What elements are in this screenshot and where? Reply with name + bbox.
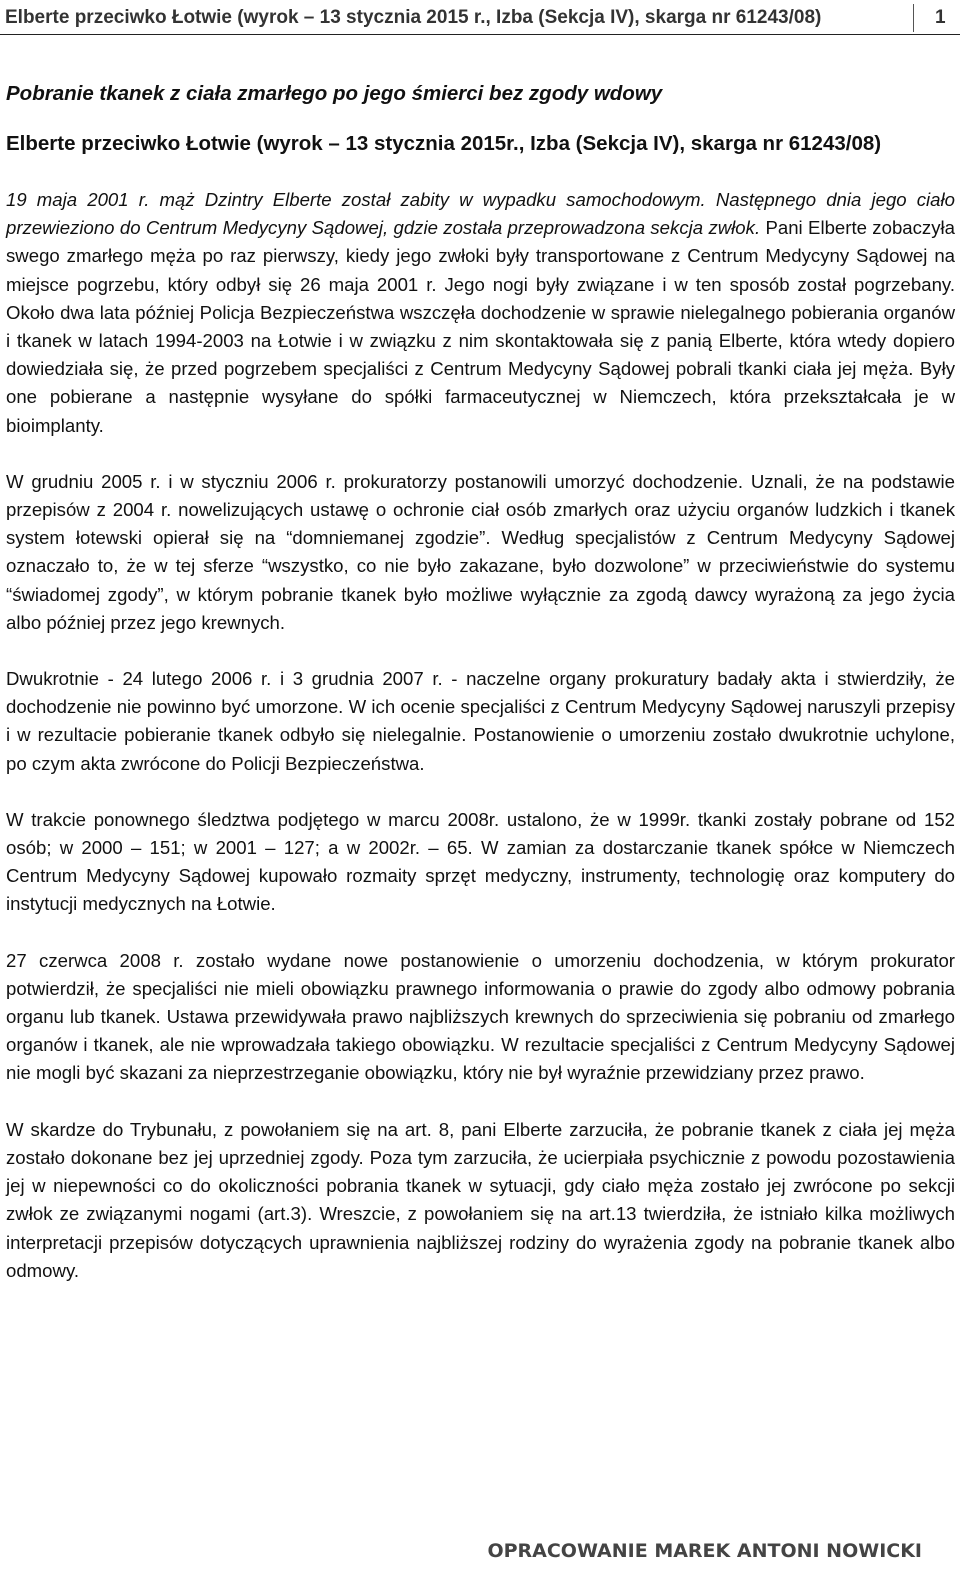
page-number: 1 — [935, 7, 946, 28]
paragraph-investigation: W trakcie ponownego śledztwa podjętego w marcu 2008r. ustalono, że w 1999r. tkanki zostały pobrane od 152 osób; w 2000 – 151; w 2001 – 127; a w 2002r. – 65. W zamian za dostarczanie tkanek spółce w Niemczech Centrum Medycyny Sądowej kupowało rozmaity sprzęt medyczny, instrumenty, technologię oraz komputery do instytucji medycznych na Łotwie. — [6, 808, 955, 915]
running-header — [0, 0, 960, 35]
document-title: Pobranie tkanek z ciała zmarłego po jego śmierci bez zgody wdowy — [6, 82, 663, 105]
paragraph-prosecution: W grudniu 2005 r. i w styczniu 2006 r. prokuratorzy postanowili umorzyć dochodzenie. Uznali, że na podstawie przepisów z 2004 r. nowelizujących ustawę o ochronie ciał osób zmarłych oraz użyciu organów ludzkich i tkanek system łotewski opierał się na “domniemanej zgodzie”. Według specjalistów z Centrum Medycyny Sądowej oznaczało to, że w tej sferze “wszystko, co nie było zakazane, było dozwolone” w przeciwieństwie do systemu “świadomej zgody”, w którym pobranie tkanek było możliwe wyłącznie za zgodą dawcy wyrażoną za jego życia albo później przez jego krewnych. — [6, 470, 955, 633]
case-heading: Elberte przeciwko Łotwie (wyrok – 13 stycznia 2015r., Izba (Sekcja IV), skarga nr 61243/08) — [6, 132, 882, 155]
header-title: Elberte przeciwko Łotwie (wyrok – 13 stycznia 2015 r., Izba (Sekcja IV), skarga nr 61243/08) — [5, 7, 822, 28]
footer-credit: OPRACOWANIE MAREK ANTONI NOWICKI — [487, 1540, 922, 1562]
paragraph-review: Dwukrotnie - 24 lutego 2006 r. i 3 grudnia 2007 r. - naczelne organy prokuratury badały akta i stwierdziły, że dochodzenie nie powinno być umorzone. W ich ocenie specjaliści z Centrum Medycyny Sądowej naruszyli przepisy i w rezultacie pobieranie tkanek odbyło się nielegalnie. Postanowienie o umorzeniu zostało dwukrotnie uchylone, po czym akta zwrócone do Policji Bezpieczeństwa. — [6, 668, 955, 774]
paragraph-facts — [6, 186, 955, 440]
paragraph-complaint: W skardze do Trybunału, z powołaniem się na art. 8, pani Elberte zarzuciła, że pobranie tkanek z ciała jej męża zostało dokonane bez jej uprzedniej zgody. Poza tym zarzuciła, że ucierpiała psychicznie z powodu pozostawienia jej w niepewności co do okoliczności pobrania tkanek w sytuacji, gdy ciało męża zostało jej zwrócone po sekcji zwłok ze związanymi nogami (art.3). Wreszcie, z powołaniem się na art.13 twierdziła, że istniało kilka możliwych interpretacji przepisów dotyczących uprawnienia najbliższej rodziny do wyrażenia zgody na pobranie tkanek albo odmowy. — [6, 1118, 955, 1281]
paragraph-facts-rest: Pani Elberte zobaczyła swego zmarłego męża po raz pierwszy, kiedy jego zwłoki były transportowane z Centrum Medycyny Sądowej na miejsce pogrzebu, który odbył się 26 maja 2001 r. Jego nogi były związane i w ten sposób został pogrzebany. Około dwa lata później Policja Bezpieczeństwa wszczęła dochodzenie w sprawie nielegalnego pobierania organów i tkanek w latach 1994-2003 na Łotwie i w związku z nim skontaktowała się z panią Elberte, która wtedy dopiero dowiedziała się, że przed pogrzebem specjaliści z Centrum Medycyny Sądowej pobrali tkanki ciała jej męża. Były one pobierane a następnie wysyłane do spółki farmaceutycznej w Niemczech, która przekształcała je w bioimplanty. — [6, 217, 955, 436]
paragraph-facts-italic: 19 maja 2001 r. mąż Dzintry Elberte został zabity w wypadku samochodowym. Następnego dnia jego ciało przewieziono do Centrum Medycyny Sądowej, gdzie została przeprowadzona sekcja zwłok. — [6, 189, 955, 239]
header-divider — [913, 4, 914, 32]
paragraph-discontinuation: 27 czerwca 2008 r. zostało wydane nowe postanowienie o umorzeniu dochodzenia, w którym prokurator potwierdził, że specjaliści nie mieli obowiązku prawnego informowania o prawie do zgody albo odmowy pobrania organu lub tkanek. Ustawa przewidywała prawo najbliższych krewnych do sprzeciwienia się pobraniu od zmarłego organów i tkanek, ale nie wprowadzała takiego obowiązku. W rezultacie specjaliści z Centrum Medycyny Sądowej nie mogli być skazani za nieprzestrzeganie obowiązku, który nie był wyraźnie przewidziany przez prawo. — [6, 949, 955, 1084]
document-body — [6, 80, 955, 1313]
